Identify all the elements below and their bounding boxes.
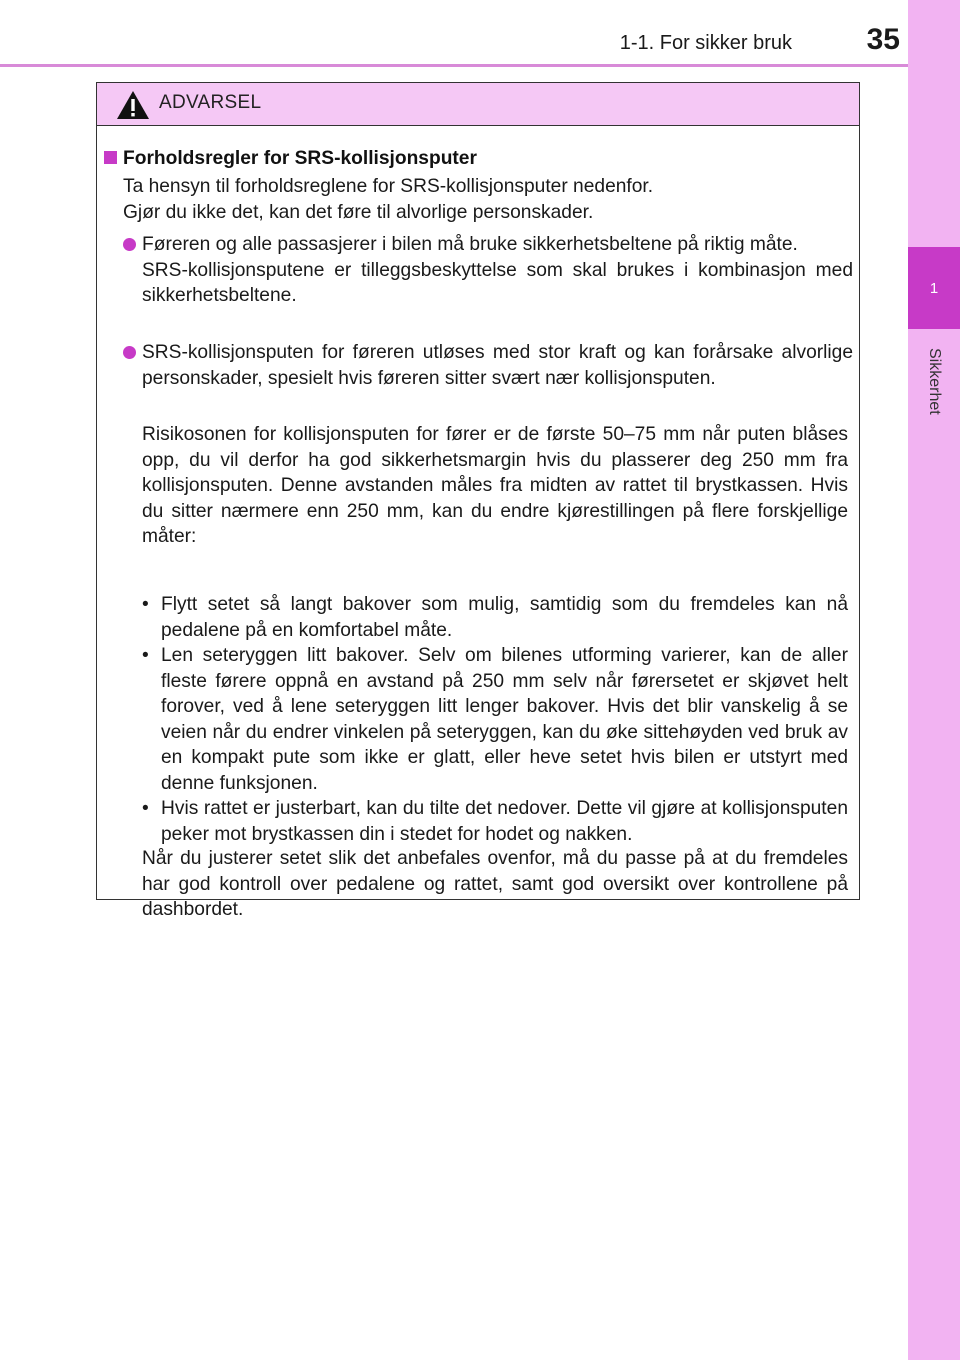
intro-line: Ta hensyn til forholdsreglene for SRS-kollisjonsputer nedenfor. (123, 176, 654, 197)
list-item: • Flytt setet så langt bakover som mulig, samtidig som du fremdeles kan nå pedalene på en komfortabel måte. (142, 592, 848, 643)
bullet-paragraph: SRS-kollisjonsputen for føreren utløses med stor kraft og kan forårsake alvorlige personskader, spesielt hvis føreren sitter svært nær kollisjonsputen. (142, 342, 853, 389)
warning-title: ADVARSEL (159, 92, 262, 113)
warning-heading (104, 146, 844, 172)
chapter-number: 1 (929, 279, 939, 297)
risk-paragraph: Risikosonen for kollisjonsputen for fører er de første 50–75 mm når puten blåses opp, du vil derfor ha god sikkerhetsmargin hvis du plasserer deg 250 mm fra kollisjonsputen. Denne avstanden måles fra midten av rattet til brystkassen. Hvis du sitter nærmere enn 250 mm, kan du endre kjørestillingen på flere forskjellige måter: (142, 424, 848, 547)
warning-body (97, 126, 859, 920)
bullet-text (142, 232, 853, 309)
side-chapter-strip (908, 0, 960, 1360)
final-paragraph: Når du justerer setet slik det anbefales ovenfor, må du passe på at du fremdeles har god kontroll over pedalene og rattet, samt god oversikt over kontrollene på dashbordet. (142, 848, 848, 920)
header-divider (0, 64, 908, 67)
intro-line: Gjør du ikke det, kan det føre til alvorlige personskader. (123, 201, 594, 223)
round-bullet-icon (123, 238, 136, 251)
adjustment-list (142, 592, 848, 847)
bullet-text (142, 340, 853, 391)
bullet-item (123, 340, 853, 391)
warning-triangle-icon (115, 89, 151, 121)
page-number: 35 (866, 23, 900, 56)
chapter-label: Sikkerhet (926, 348, 943, 415)
square-bullet-icon (104, 151, 117, 164)
chapter-tab[interactable] (908, 247, 960, 329)
warning-header (97, 83, 859, 126)
section-title: 1-1. For sikker bruk (619, 32, 792, 54)
bullet-paragraph: Føreren og alle passasjerer i bilen må bruke sikkerhetsbeltene på riktig måte. (142, 234, 798, 255)
bullet-item (123, 232, 853, 309)
list-item: • Hvis rattet er justerbart, kan du tilte det nedover. Dette vil gjøre at kollisjonsputen peker mot brystkassen din i stedet for hodet og nakken. (142, 796, 848, 847)
warning-box (96, 82, 860, 920)
warning-intro (123, 174, 847, 225)
round-bullet-icon (123, 346, 136, 359)
warning-heading-text: Forholdsregler for SRS-kollisjonsputer (123, 148, 477, 169)
list-item: • Len seteryggen litt bakover. Selv om bilenes utforming varierer, kan de aller fleste førere oppnå en avstand på 250 mm selv når førersetet er skjøvet helt forover, ved å lene seteryggen litt lenger bakover. Hvis det blir vanskelig å se veien når du endrer vinkelen på seteryggen, kan du øke sittehøyden ved bruk av en kompakt pute som ikke er glatt, eller heve setet hvis bilen er utstyrt med denne funksjonen. (142, 643, 848, 796)
bullet-paragraph: SRS-kollisjonsputene er tilleggsbeskyttelse som skal brukes i kombinasjon med sikkerhetsbeltene. (142, 259, 853, 306)
